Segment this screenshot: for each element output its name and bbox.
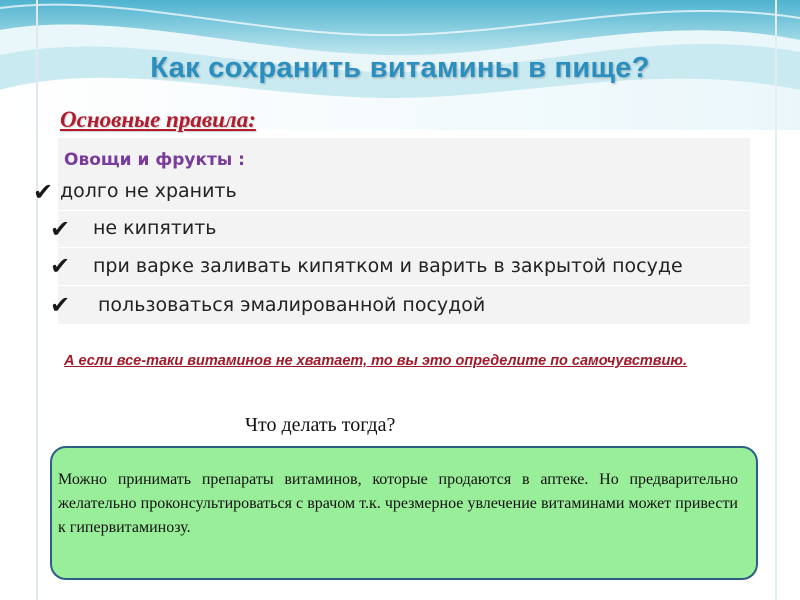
checkmark-icon: ✔ (50, 291, 71, 319)
checkmark-icon: ✔ (33, 178, 54, 206)
warning-text (64, 351, 724, 371)
slide-subtitle: Основные правила: (60, 107, 256, 132)
rules-group-label: Овощи и фрукты : (64, 150, 245, 170)
left-decorative-rule (36, 0, 38, 600)
checkmark-icon: ✔ (50, 215, 71, 243)
row-divider (58, 210, 750, 211)
warning-part-1: А если все-таки витаминов не хватает, то вы это определите (64, 353, 551, 369)
warning-part-2: по самочувствию. (550, 353, 687, 369)
checkmark-icon: ✔ (50, 252, 71, 280)
row-divider (58, 247, 750, 248)
row-divider (58, 285, 750, 286)
rule-item-1: долго не хранить (60, 180, 237, 202)
answer-text: Можно принимать препараты витаминов, которые продаются в аптеке. Но предварительно желательно проконсультироваться с врачом т.к. чрезмерное увлечение витаминами может привести к гипервитаминозу. (58, 471, 738, 536)
rule-item-4: пользоваться эмалированной посудой (98, 294, 486, 316)
slide-title: Как сохранить витамины в пище? (150, 52, 650, 84)
right-decorative-rule (775, 0, 777, 600)
rule-item-2: не кипятить (93, 217, 217, 239)
question-text: Что делать тогда? (245, 414, 396, 436)
rule-item-3: при варке заливать кипятком и варить в закрытой посуде (93, 255, 683, 277)
